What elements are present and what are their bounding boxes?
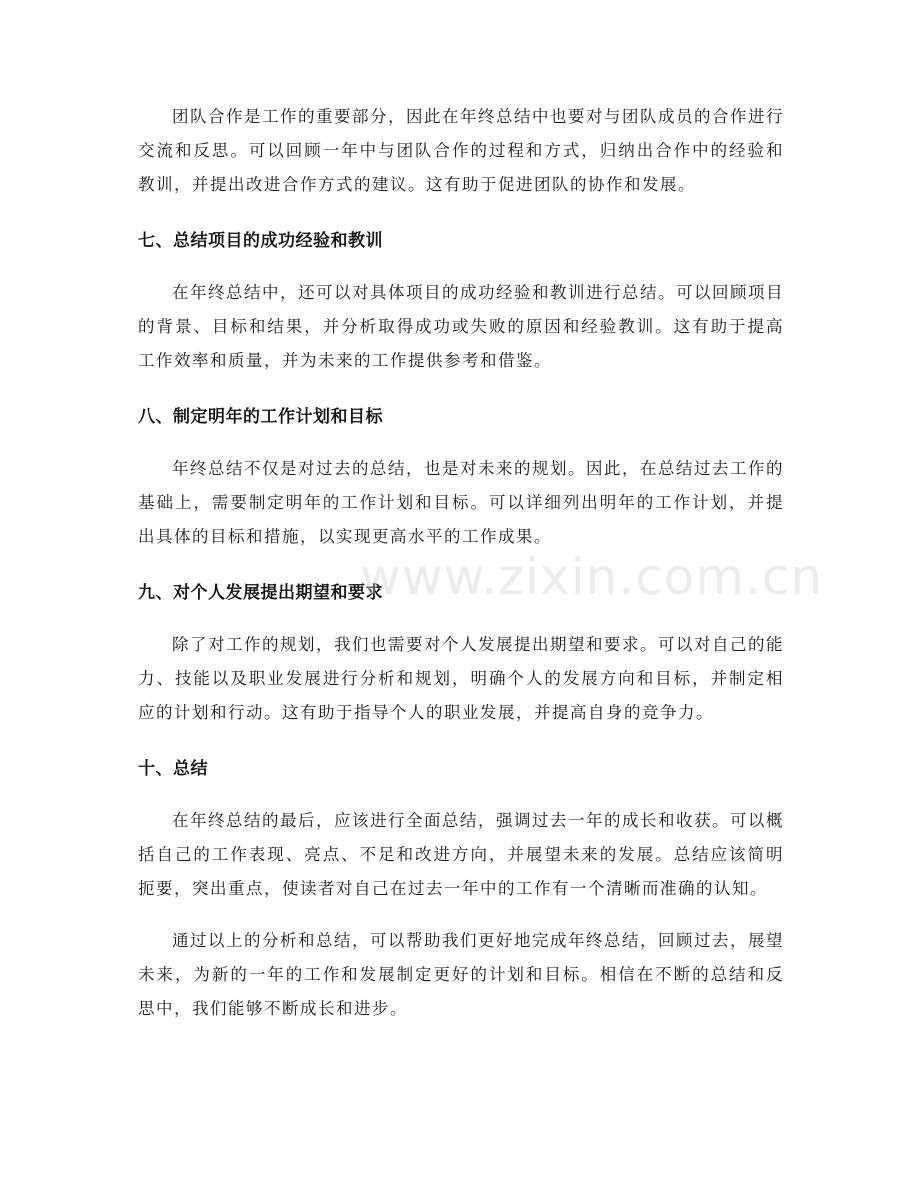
watermark: www.zixin.com.cn xyxy=(360,548,824,606)
paragraph-section-10-summary: 在年终总结的最后，应该进行全面总结，强调过去一年的成长和收获。可以概括自己的工作表现、亮点、不足和改进方向，并展望未来的发展。总结应该简明扼要，突出重点，使读者对自己在过去一年中的工作有一个清晰而准确的认知。 xyxy=(138,811,784,898)
document-body xyxy=(138,100,784,1026)
paragraph-section-8: 年终总结不仅是对过去的总结，也是对未来的规划。因此，在总结过去工作的基础上，需要制定明年的工作计划和目标。可以详细列出明年的工作计划，并提出具体的目标和措施，以实现更高水平的工作成果。 xyxy=(138,459,784,546)
heading-section-10: 十、总结 xyxy=(138,759,208,779)
paragraph-conclusion: 通过以上的分析和总结，可以帮助我们更好地完成年终总结，回顾过去，展望未来，为新的一年的工作和发展制定更好的计划和目标。相信在不断的总结和反思中，我们能够不断成长和进步。 xyxy=(138,931,784,1018)
heading-section-7: 七、总结项目的成功经验和教训 xyxy=(138,231,383,251)
paragraph-section-7: 在年终总结中，还可以对具体项目的成功经验和教训进行总结。可以回顾项目的背景、目标和结果，并分析取得成功或失败的原因和经验教训。这有助于提高工作效率和质量，并为未来的工作提供参考和借鉴。 xyxy=(138,283,784,370)
paragraph-team-cooperation: 团队合作是工作的重要部分，因此在年终总结中也要对与团队成员的合作进行交流和反思。可以回顾一年中与团队合作的过程和方式，归纳出合作中的经验和教训，并提出改进合作方式的建议。这有助于促进团队的协作和发展。 xyxy=(138,107,784,194)
paragraph-section-9: 除了对工作的规划，我们也需要对个人发展提出期望和要求。可以对自己的能力、技能以及职业发展进行分析和规划，明确个人的发展方向和目标，并制定相应的计划和行动。这有助于指导个人的职业发展，并提高自身的竞争力。 xyxy=(138,635,784,722)
heading-section-8: 八、制定明年的工作计划和目标 xyxy=(138,407,383,427)
heading-section-9: 九、对个人发展提出期望和要求 xyxy=(138,583,383,603)
